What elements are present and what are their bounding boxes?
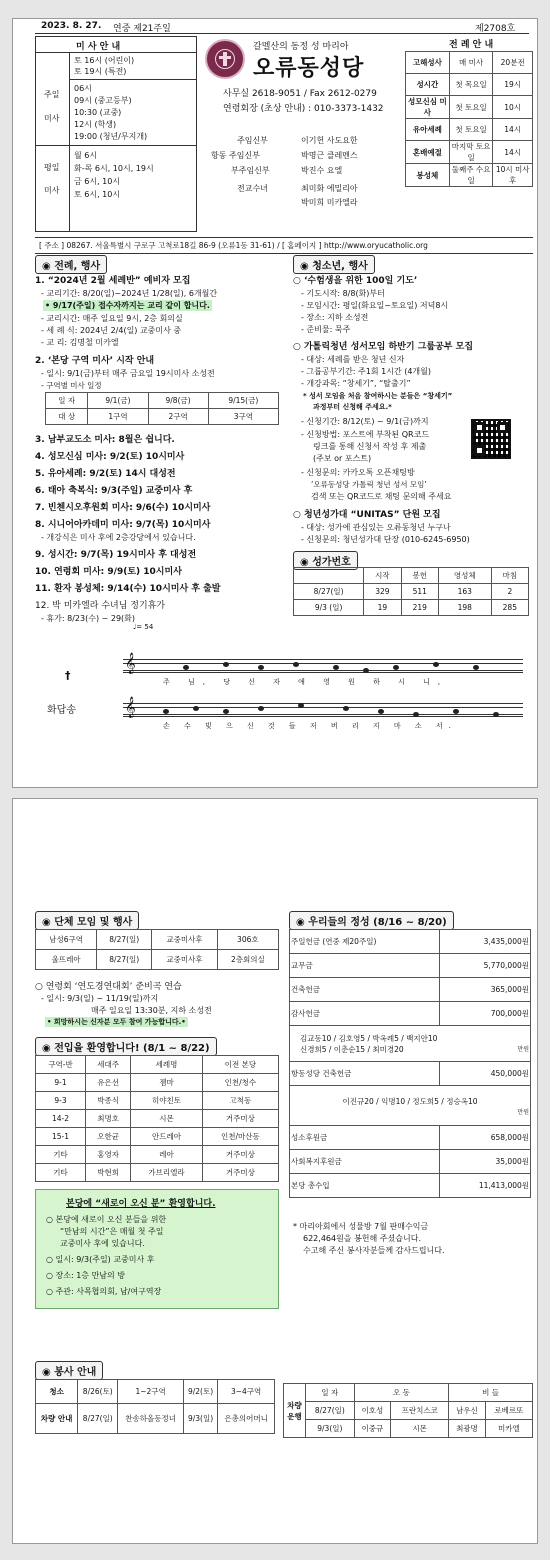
council-phone: 연령회장 (초상 안내) : 010-3373-1432 xyxy=(223,104,384,114)
newcomer-box-title: 본당에 “새로이 오신 분” 환영합니다. xyxy=(66,1199,216,1209)
table-cell: 8/27(일) xyxy=(78,1404,118,1434)
table-cell: 마지막 토요일 xyxy=(449,141,493,164)
music-note-icon xyxy=(258,706,264,711)
parish-tagline: 갈멜산의 동정 성 마리아 xyxy=(253,42,349,52)
liturgy-events-title: ◉ 전례, 행사 xyxy=(35,255,107,274)
table-cell: 450,000원 xyxy=(440,1062,531,1086)
psalm-tempo: ♩= 54 xyxy=(133,623,154,631)
newcomer-place: ○ 장소: 1층 만남의 방 xyxy=(46,1271,126,1280)
newcomer-host: ○ 주관: 사목협의회, 남/여구역장 xyxy=(46,1287,162,1296)
event-1-period: - 교리기간: 8/20(일)~2024년 1/28(일), 6개월간 xyxy=(41,289,218,298)
clergy-name-0: 이기헌 사도요한 xyxy=(301,136,358,145)
music-staff-2 xyxy=(123,703,523,717)
event-10: 10. 연령회 미사: 9/9(토) 10시미사 xyxy=(35,567,182,577)
event-5: 5. 유아세례: 9/2(토) 14시 대성전 xyxy=(35,469,176,479)
table-cell: 일 자 xyxy=(46,393,88,409)
weekday-tue-thu: 화-목 6시, 10시, 19시 xyxy=(74,164,154,173)
table-cell: 봉성체 xyxy=(406,164,450,187)
music-note-icon xyxy=(193,706,199,711)
table-cell: 첫 토요일 xyxy=(449,119,493,141)
table-cell: 14시 xyxy=(493,119,533,141)
group-event-1-note: • 희망하시는 신자분 모두 참여 가능합니다.• xyxy=(47,1018,186,1026)
table-cell: 울뜨레아 xyxy=(36,950,97,970)
mass-schedule-title: 미 사 안 내 xyxy=(76,42,121,52)
table-cell: 성시간 xyxy=(406,74,450,96)
district-mass-table xyxy=(45,392,279,425)
table-cell: 2구역 xyxy=(148,409,208,425)
event-8-note: - 개강식은 미사 후에 2층강당에서 있습니다. xyxy=(41,533,196,542)
event-4: 4. 성모신심 미사: 9/2(토) 10시미사 xyxy=(35,452,185,462)
clergy-name-1: 박명근 클레멘스 xyxy=(301,151,358,160)
event-1-teacher: - 교 리: 김명철 미카엘 xyxy=(41,338,119,347)
youth-2-target: - 대상: 세례를 받은 청년 신자 xyxy=(301,355,405,364)
qr-code-icon[interactable] xyxy=(471,419,511,459)
youth-2-inquiry: - 신청문의: 카카오톡 오픈채팅방 xyxy=(301,468,415,477)
table-cell: 8/27(일) xyxy=(294,584,364,600)
clergy-role-0: 주임신부 xyxy=(237,136,268,145)
bulletin-page-1 xyxy=(12,18,538,788)
music-note-icon xyxy=(258,665,264,670)
psalm-label: 화답송 xyxy=(47,705,76,716)
welcome-table xyxy=(35,1055,279,1182)
offering-thanks-unit: 만원 xyxy=(517,1045,529,1053)
treble-clef-icon-2: 𝄞 xyxy=(125,697,136,718)
table-cell: 고척동 xyxy=(202,1092,278,1110)
issue-number: 제2708호 xyxy=(475,24,516,34)
liturgy-table xyxy=(405,51,533,187)
table-cell: 19 xyxy=(364,600,401,616)
table-cell: 성소후원금 xyxy=(290,1126,440,1150)
table-cell: 511 xyxy=(401,584,438,600)
building-names: 이진규20 / 익명10 / 정도희5 / 정승옥10 xyxy=(342,1096,478,1106)
youth-3-target: - 대상: 성가에 관심있는 오류동청년 누구나 xyxy=(301,523,451,532)
music-note-icon xyxy=(433,662,439,667)
table-cell: 1~2구역 xyxy=(118,1380,184,1404)
event-11: 11. 환자 봉성체: 9/14(수) 10시미사 후 출발 xyxy=(35,584,221,594)
table-cell: 10시 미사후 xyxy=(493,164,533,187)
youth-1: ○ ‘수험생을 위한 100일 기도’ xyxy=(293,276,418,286)
youth-2-apply-method: - 신청방법: 포스트에 부착된 QR코드 xyxy=(301,430,430,439)
table-cell: 9/3(일) xyxy=(306,1420,355,1438)
event-1-baptism: - 세 례 식: 2024년 2/4(일) 교중미사 중 xyxy=(41,326,182,335)
weekday-mass-label: 미사 xyxy=(44,186,60,195)
event-12-note: - 휴가: 8/23(수) ~ 29(화) xyxy=(41,614,135,623)
table-cell: 거주미상 xyxy=(202,1110,278,1128)
youth-2-chatroom: ‘오류동성당 가톨릭 청년 성서 모임’ xyxy=(311,480,427,489)
music-note-icon xyxy=(473,665,479,670)
newcomer-box xyxy=(35,1189,279,1309)
table-cell: 인천/청수 xyxy=(202,1074,278,1092)
event-7: 7. 빈첸시오후원회 미사: 9/6(수) 10시미사 xyxy=(35,503,211,513)
service-title: ◉ 봉사 안내 xyxy=(35,1361,103,1380)
youth-1-bring: - 준비물: 묵주 xyxy=(301,325,351,334)
offering-thanks-names-1: 김교동10 / 김호영5 / 박옥례5 / 백지안10 xyxy=(300,1033,438,1043)
sunday-mass-4: 19:00 (청년/무지개) xyxy=(74,132,148,141)
table-cell: 찬송하올동정녀 xyxy=(118,1404,184,1434)
table-cell: 박종식 xyxy=(86,1092,131,1110)
weekday-fri: 금 6시, 10시 xyxy=(74,177,121,186)
table-cell: 일 자 xyxy=(306,1384,355,1402)
group-event-1-date: - 일시: 9/3(일) ~ 11/19(일)까지 xyxy=(41,994,159,1003)
table-cell: 박현희 xyxy=(86,1164,131,1182)
table-cell: 유아세례 xyxy=(406,119,450,141)
parish-name: 오류동성당 xyxy=(253,56,365,81)
table-cell: 이호성 xyxy=(354,1402,391,1420)
music-note-icon xyxy=(453,709,459,714)
table-cell: 히야친토 xyxy=(131,1092,203,1110)
table-cell: 인천/마산동 xyxy=(202,1128,278,1146)
table-cell: 미카엘 xyxy=(485,1420,532,1438)
table-cell: 9/3(일) xyxy=(183,1404,217,1434)
table-cell: 시작 xyxy=(364,568,401,584)
weekday-sat: 토 6시, 10시 xyxy=(74,190,121,199)
event-1-time: - 교리시간: 매주 일요일 9시, 2층 회의실 xyxy=(41,314,183,323)
youth-1-start: - 기도시작: 8/8(화)부터 xyxy=(301,289,385,298)
clergy-role-2: 부주임신부 xyxy=(231,166,270,175)
table-cell: 1구역 xyxy=(88,409,148,425)
youth-3-inquiry: - 신청문의: 청년성가대 단장 (010-6245-6950) xyxy=(301,535,470,544)
table-cell: 교중미사후 xyxy=(152,950,217,970)
table-cell: 3,435,000원 xyxy=(440,930,531,954)
table-cell: 홍영자 xyxy=(86,1146,131,1164)
table-cell: 오 동 xyxy=(354,1384,449,1402)
event-2-date: - 일시: 9/1(금)부터 매주 금요일 19시미사 소성전 xyxy=(41,369,215,378)
offering-thanks-names-2: 신경희5 / 이춘순15 / 최미경20 xyxy=(300,1044,404,1054)
music-note-icon xyxy=(223,709,229,714)
table-cell: 청소 xyxy=(36,1380,78,1404)
youth-2-period: - 그룹공부기간: 주1회 1시간 (4개월) xyxy=(301,367,432,376)
table-cell: 19시 xyxy=(493,74,533,96)
table-cell: 329 xyxy=(364,584,401,600)
table-cell: 9-3 xyxy=(36,1092,86,1110)
table-cell: 남성6구역 xyxy=(36,930,97,950)
table-cell: 건축헌금 xyxy=(290,978,440,1002)
table-cell: 항동성당 건축헌금 xyxy=(290,1062,440,1086)
event-1: 1. “2024년 2월 세례반” 예비자 모집 xyxy=(35,276,191,286)
table-cell: 658,000원 xyxy=(440,1126,531,1150)
event-2: 2. ‘본당 구역 미사’ 시작 안내 xyxy=(35,356,155,366)
saturday-16: 토 16시 (어린이) xyxy=(74,56,135,65)
event-12: 12. 박 미카엘라 수녀님 정기휴가 xyxy=(35,601,166,611)
table-cell: 비 들 xyxy=(449,1384,533,1402)
event-2-schedule-label: - 구역별 미사 일정 xyxy=(41,381,102,390)
table-cell: 안드레아 xyxy=(131,1128,203,1146)
table-cell: 2층회의실 xyxy=(217,950,278,970)
table-cell: 은총의어머니 xyxy=(218,1404,275,1434)
youth-1-time: - 모임시간: 평일(화요일~토요일) 저녁8시 xyxy=(301,301,449,310)
group-event-1: ○ 연령회 ‘연도경연대회’ 준비곡 연습 xyxy=(35,982,182,992)
liturgy-info-title: 전 례 안 내 xyxy=(449,40,494,50)
table-cell: 8/27(일) xyxy=(97,930,152,950)
youth-2-search: 검색 또는 QR코드로 채팅 문의해 주세요 xyxy=(311,492,452,501)
liturgical-season: 연중 제21주일 xyxy=(113,24,171,34)
table-cell: 오한균 xyxy=(86,1128,131,1146)
table-cell: 15-1 xyxy=(36,1128,86,1146)
sunday-mass-0: 06시 xyxy=(74,84,92,93)
hymn-numbers-title: ◉ 성가번호 xyxy=(293,551,358,570)
address-bar: [ 주소 ] 08267. 서울특별시 구로구 고척로18길 86-9 (오류1동 31-61) / [ 홈페이지 ] http://www.oryucatholic.org xyxy=(35,237,533,254)
table-cell: 시몬 xyxy=(131,1110,203,1128)
table-cell: 세례명 xyxy=(131,1056,203,1074)
offering-note-1: * 마리아회에서 성물방 7월 판매수익금 xyxy=(293,1222,429,1231)
cross-icon: † xyxy=(65,669,71,682)
sunday-mass-2: 10:30 (교중) xyxy=(74,108,122,117)
treble-clef-icon: 𝄞 xyxy=(125,653,136,674)
music-note-icon xyxy=(493,712,499,717)
table-cell: 주일헌금 (연중 제20주일) xyxy=(290,930,440,954)
table-cell: 9/15(금) xyxy=(208,393,278,409)
table-cell: 프란치스코 xyxy=(391,1402,449,1420)
table-cell: 3~4구역 xyxy=(218,1380,275,1404)
table-cell xyxy=(294,568,364,584)
table-cell: 9/1(금) xyxy=(88,393,148,409)
clergy-name-3: 최미화 에밀리아 xyxy=(301,184,358,193)
table-cell: 700,000원 xyxy=(440,1002,531,1026)
table-cell: 최광명 xyxy=(449,1420,486,1438)
table-cell: 이전 본당 xyxy=(202,1056,278,1074)
table-cell: 9-1 xyxy=(36,1074,86,1092)
table-cell: 198 xyxy=(438,600,491,616)
hymn-table xyxy=(293,567,529,616)
sunday-mass-3: 12시 (학생) xyxy=(74,120,117,129)
youth-2: ○ 가톨릭청년 성서모임 하반기 그룹공부 모집 xyxy=(293,342,474,352)
table-cell: 영성체 xyxy=(438,568,491,584)
youth-2-apply-method-3: (주보 or 포스트) xyxy=(313,454,372,463)
music-note-icon xyxy=(378,709,384,714)
table-cell: 봉헌 xyxy=(401,568,438,584)
groups-title: ◉ 단체 모임 및 행사 xyxy=(35,911,139,930)
table-cell: 매 미사 xyxy=(449,52,493,74)
table-cell: 고해성사 xyxy=(406,52,450,74)
table-cell: 마침 xyxy=(491,568,528,584)
service-table xyxy=(35,1379,275,1434)
table-cell: 성모신심 미사 xyxy=(406,96,450,119)
table-cell: 거주미상 xyxy=(202,1146,278,1164)
table-cell: 8/27(일) xyxy=(306,1402,355,1420)
newcomer-date: ○ 일시: 9/3(주일) 교중미사 후 xyxy=(46,1255,155,1264)
music-note-icon xyxy=(343,706,349,711)
table-cell: 2 xyxy=(491,584,528,600)
table-cell: 차량 운행 xyxy=(284,1384,306,1438)
table-cell: 감사헌금 xyxy=(290,1002,440,1026)
clergy-name-2: 박진수 요엘 xyxy=(301,166,343,175)
table-cell: 세대주 xyxy=(86,1056,131,1074)
sunday-mass-label: 미사 xyxy=(44,114,60,123)
table-cell: 306호 xyxy=(217,930,278,950)
youth-2-course: - 개강과목: “창세기”, “탈출기” xyxy=(301,379,411,388)
table-cell: 10시 xyxy=(493,96,533,119)
newcomer-line-1: ○ 본당에 새로이 오신 분들을 위한 xyxy=(46,1215,167,1224)
music-note-icon xyxy=(363,668,369,673)
table-cell: 285 xyxy=(491,600,528,616)
music-note-icon xyxy=(223,662,229,667)
psalm-lyric-1: 주 님, 당 신 자 애 영 원 하 시 니, xyxy=(163,678,449,686)
table-cell: 9/8(금) xyxy=(148,393,208,409)
youth-events-title: ◉ 청소년, 행사 xyxy=(293,255,375,274)
table-cell: 차량 안내 xyxy=(36,1404,78,1434)
table-cell: 유은선 xyxy=(86,1074,131,1092)
music-note-icon xyxy=(333,665,339,670)
newcomer-line-3: 교중미사 후에 있습니다. xyxy=(60,1239,145,1248)
offering-title: ◉ 우리들의 정성 (8/16 ~ 8/20) xyxy=(289,911,454,930)
table-cell: 시몬 xyxy=(391,1420,449,1438)
sunday-mass-1: 09시 (중고등부) xyxy=(74,96,132,105)
offering-note-3: 수고해 주신 봉사자분들께 감사드립니다. xyxy=(303,1246,445,1255)
offering-note-2: 622,464원을 봉헌해 주셨습니다. xyxy=(303,1234,421,1243)
table-cell: 혼배예절 xyxy=(406,141,450,164)
youth-2-note-1: * 성서 모임을 처음 참여하시는 분들은 “창세기” xyxy=(303,392,453,400)
table-cell: 8/27(일) xyxy=(97,950,152,970)
music-note-icon xyxy=(298,703,304,708)
youth-3: ○ 청년성가대 “UNITAS” 단원 모집 xyxy=(293,510,441,520)
table-cell: 20분전 xyxy=(493,52,533,74)
group-event-1-time: 매주 일요일 13:30분, 지하 소성전 xyxy=(91,1006,212,1015)
table-cell: 5,770,000원 xyxy=(440,954,531,978)
table-cell: 9/2(토) xyxy=(183,1380,217,1404)
table-cell: 14-2 xyxy=(36,1110,86,1128)
table-cell: 교무금 xyxy=(290,954,440,978)
table-cell: 교중미사후 xyxy=(152,930,217,950)
bulletin-date: 2023. 8. 27. xyxy=(41,21,102,31)
table-cell: 대 상 xyxy=(46,409,88,425)
table-cell: 기타 xyxy=(36,1164,86,1182)
youth-2-note-2: 과정부터 신청해 주세요.* xyxy=(313,403,392,411)
weekday-mon: 월 6시 xyxy=(74,151,98,160)
table-cell: 가브리엘라 xyxy=(131,1164,203,1182)
table-cell: 11,413,000원 xyxy=(440,1174,531,1198)
table-cell: 기타 xyxy=(36,1146,86,1164)
table-cell: 남우신 xyxy=(449,1402,486,1420)
table-cell: 구역-반 xyxy=(36,1056,86,1074)
table-cell: 거주미상 xyxy=(202,1164,278,1182)
table-cell: 3구역 xyxy=(208,409,278,425)
music-note-icon xyxy=(393,665,399,670)
newcomer-line-2: “만남의 시간”은 매월 첫 주일 xyxy=(60,1227,164,1236)
table-cell: 사회복지후원금 xyxy=(290,1150,440,1174)
event-1-highlight: • 9/17(주일) 접수자까지는 교리 같이 합니다. xyxy=(45,301,210,310)
mass-schedule-box xyxy=(35,36,197,232)
table-cell: 14시 xyxy=(493,141,533,164)
table-cell: 35,000원 xyxy=(440,1150,531,1174)
psalm-lyric-2: 손 수 빚 으 신 것 들 저 버 리 지 마 소 서. xyxy=(163,722,457,730)
groups-table xyxy=(35,929,279,970)
music-note-icon xyxy=(293,662,299,667)
building-unit: 만원 xyxy=(517,1108,529,1116)
clergy-name-4: 박미희 미카엘라 xyxy=(301,198,358,207)
saturday-19: 토 19시 (특전) xyxy=(74,67,127,76)
driver-table xyxy=(283,1383,533,1438)
weekday-label: 평일 xyxy=(44,163,60,172)
music-note-icon xyxy=(163,709,169,714)
table-cell: 최명호 xyxy=(86,1110,131,1128)
music-note-icon xyxy=(183,665,189,670)
welcome-title: ◉ 전입을 환영합니다! (8/1 ~ 8/22) xyxy=(35,1037,217,1056)
clergy-role-3: 전교수녀 xyxy=(237,184,268,193)
bulletin-page-2 xyxy=(12,798,538,1544)
table-cell: 레아 xyxy=(131,1146,203,1164)
table-cell: 이중규 xyxy=(354,1420,391,1438)
table-cell: 첫 목요일 xyxy=(449,74,493,96)
parish-emblem xyxy=(205,39,245,79)
clergy-role-1: 항동 주임신부 xyxy=(211,151,260,160)
table-cell: 로베르또 xyxy=(485,1402,532,1420)
youth-1-place: - 장소: 지하 소성전 xyxy=(301,313,369,322)
office-phone: 사무실 2618-9051 / Fax 2612-0279 xyxy=(223,89,377,99)
music-note-icon xyxy=(413,712,419,717)
table-cell: 163 xyxy=(438,584,491,600)
table-cell: 365,000원 xyxy=(440,978,531,1002)
event-8: 8. 시니어아카데미 미사: 9/7(목) 10시미사 xyxy=(35,520,211,530)
table-cell: 8/26(토) xyxy=(78,1380,118,1404)
table-cell: 9/3 (일) xyxy=(294,600,364,616)
table-cell: 첫 토요일 xyxy=(449,96,493,119)
event-3: 3. 남부교도소 미사: 8월은 쉽니다. xyxy=(35,435,175,445)
offering-table xyxy=(289,929,531,1198)
event-6: 6. 태아 축복식: 9/3(주일) 교중미사 후 xyxy=(35,486,193,496)
table-cell: 219 xyxy=(401,600,438,616)
sunday-label: 주일 xyxy=(44,90,60,99)
table-cell: 젬마 xyxy=(131,1074,203,1092)
table-cell: 둘째주 수요일 xyxy=(449,164,493,187)
table-cell: 본당 총수입 xyxy=(290,1174,440,1198)
youth-2-apply-period: - 신청기간: 8/12(토) ~ 9/1(금)까지 xyxy=(301,417,429,426)
event-9: 9. 성시간: 9/7(목) 19시미사 후 대성전 xyxy=(35,550,197,560)
youth-2-apply-method-2: 링크를 통해 신청서 작성 후 제출 xyxy=(313,442,427,451)
